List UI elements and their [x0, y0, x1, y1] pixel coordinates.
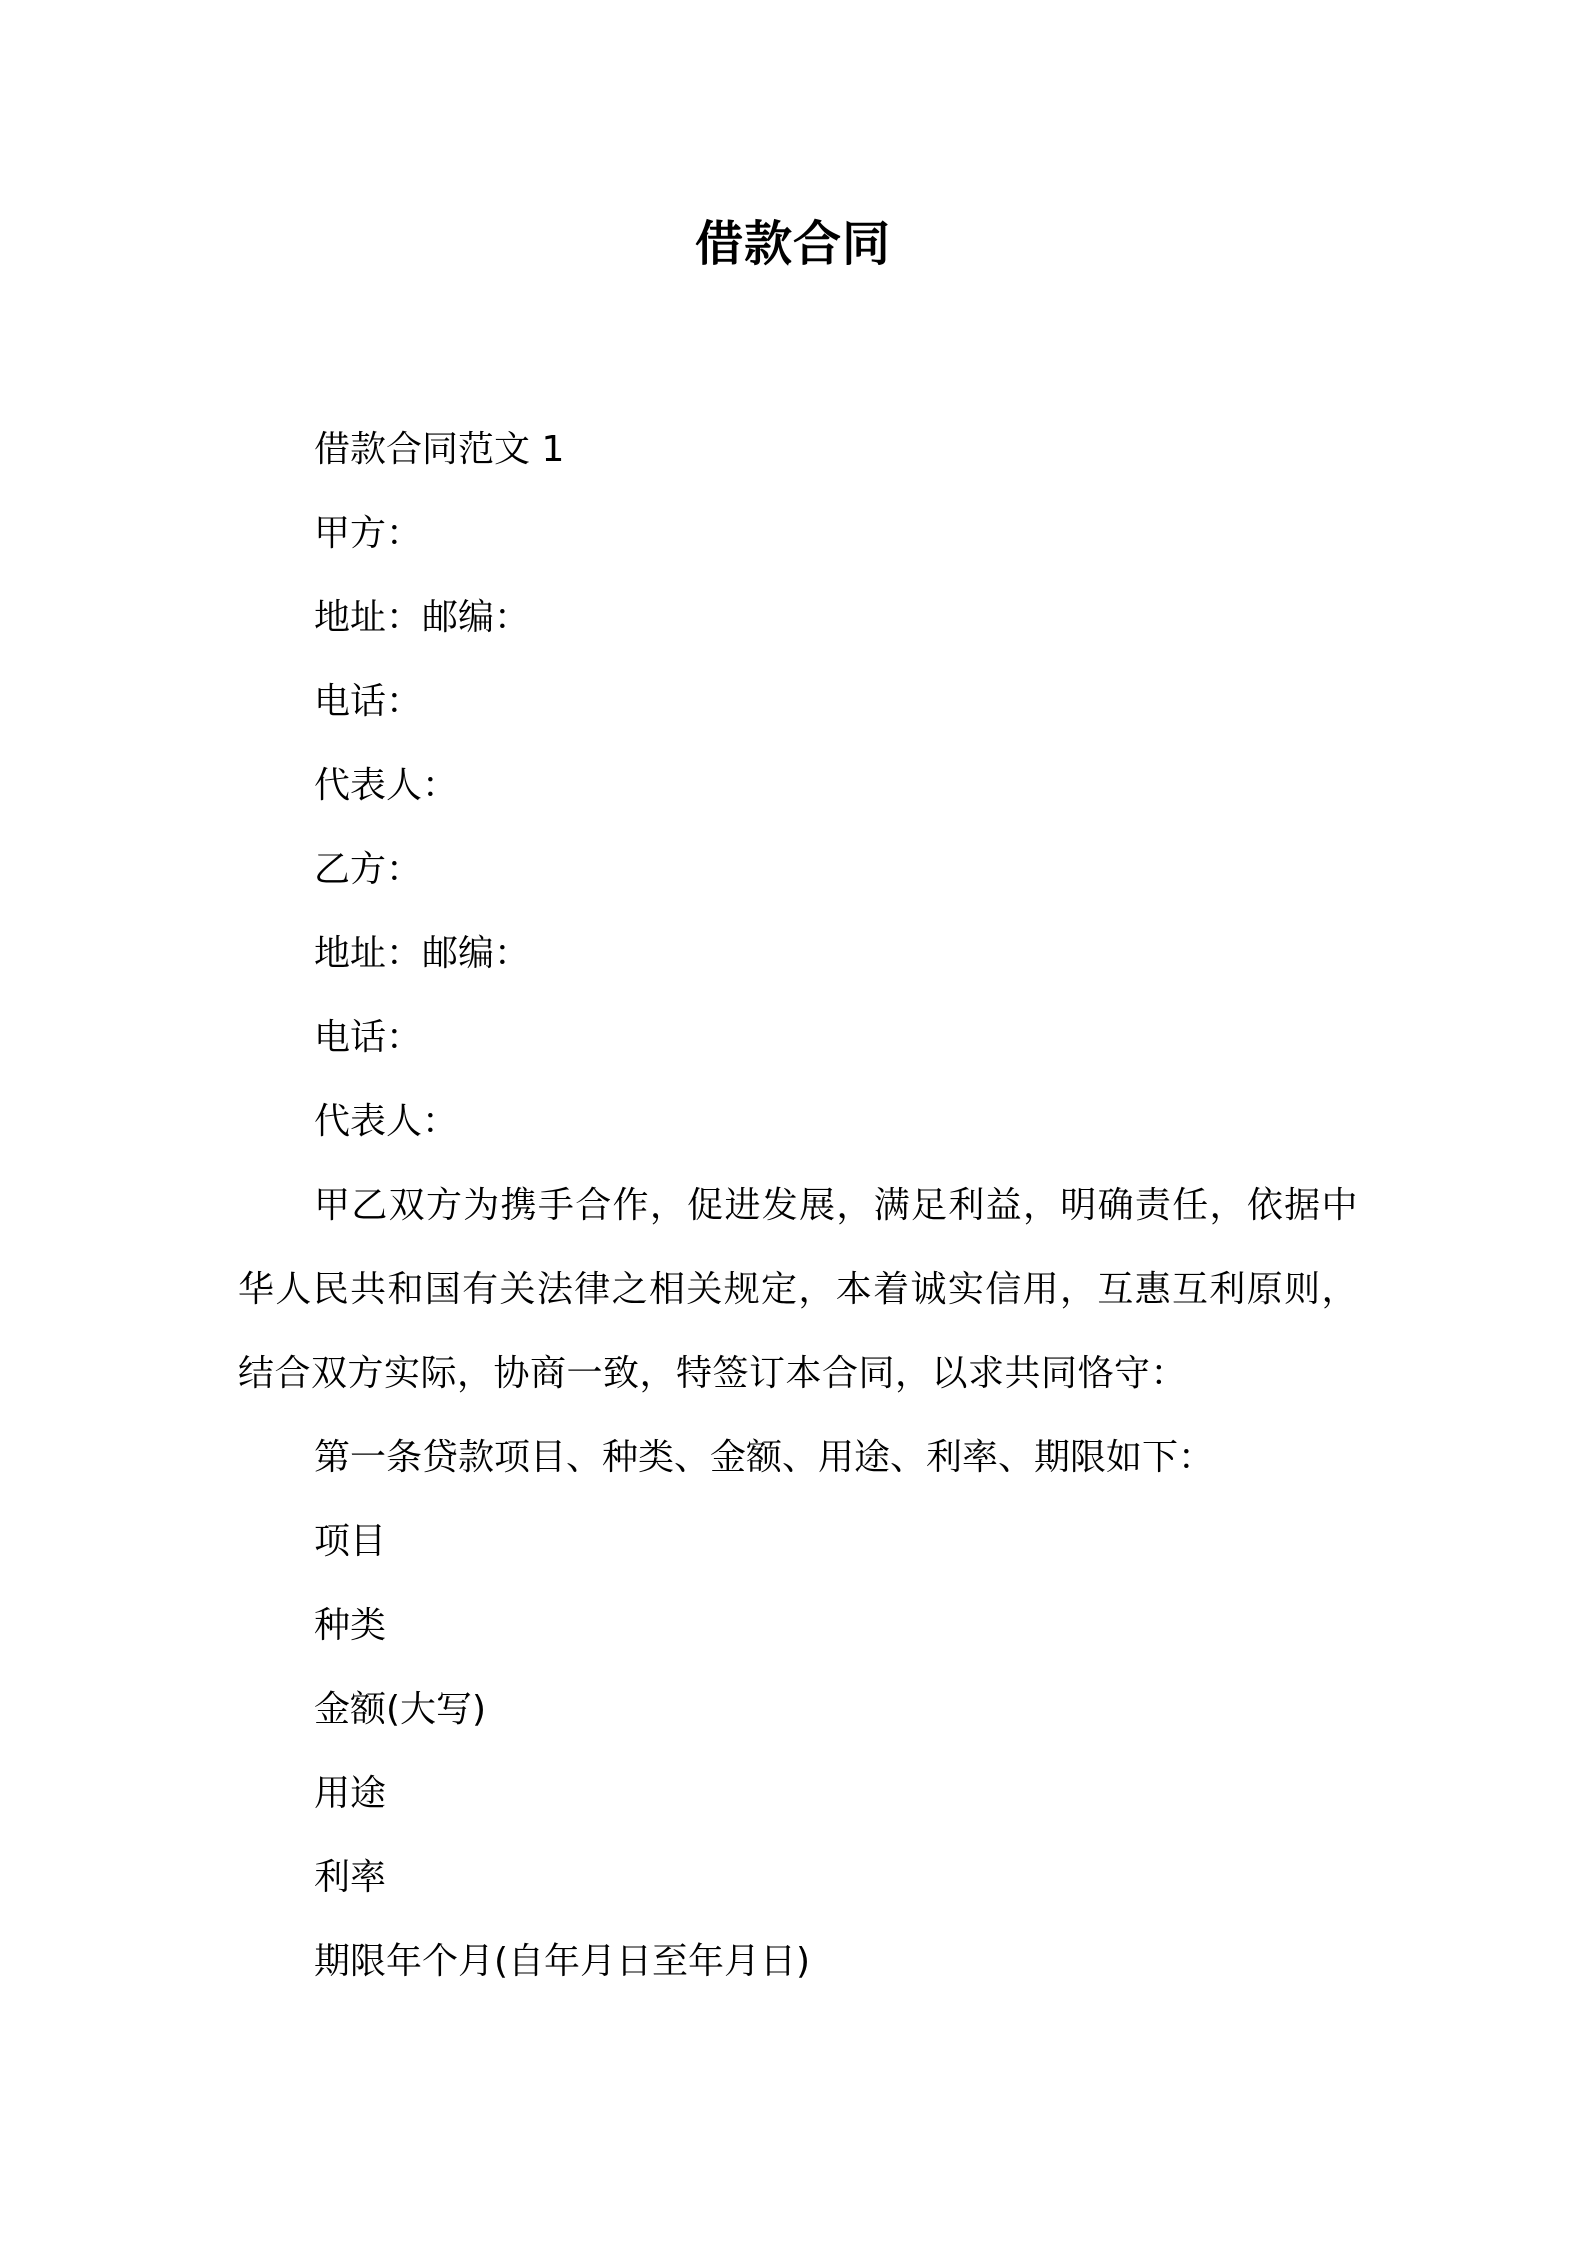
article-one-heading: 第一条贷款项目、种类、金额、用途、利率、期限如下： [314, 1437, 1215, 1478]
loan-item-label: 项目 [314, 1521, 387, 1562]
party-a-address-label: 地址：邮编： [314, 597, 531, 638]
party-b-phone-label: 电话： [314, 1017, 423, 1058]
document-title: 借款合同 [694, 216, 891, 272]
loan-amount-label: 金额(大写) [314, 1689, 487, 1730]
contract-preamble-paragraph: 甲乙双方为携手合作，促进发展，满足利益，明确责任，依据中华人民共和国有关法律之相关规定，本着诚实信用，互惠互利原则，结合双方实际，协商一致，特签订本合同，以求共同恪守： [238, 1185, 1358, 1394]
interest-rate-label: 利率 [314, 1857, 387, 1898]
contract-sample-heading: 借款合同范文 1 [314, 429, 565, 470]
party-b-label: 乙方： [314, 849, 423, 890]
loan-type-label: 种类 [314, 1605, 387, 1646]
loan-term-label: 期限年个月(自年月日至年月日) [314, 1941, 811, 1982]
party-a-phone-label: 电话： [314, 681, 423, 722]
loan-purpose-label: 用途 [314, 1773, 387, 1814]
party-b-representative-label: 代表人： [314, 1101, 459, 1142]
party-a-representative-label: 代表人： [314, 765, 459, 806]
document-body [238, 408, 1358, 2004]
party-a-label: 甲方： [314, 513, 423, 554]
party-b-address-label: 地址：邮编： [314, 933, 531, 974]
